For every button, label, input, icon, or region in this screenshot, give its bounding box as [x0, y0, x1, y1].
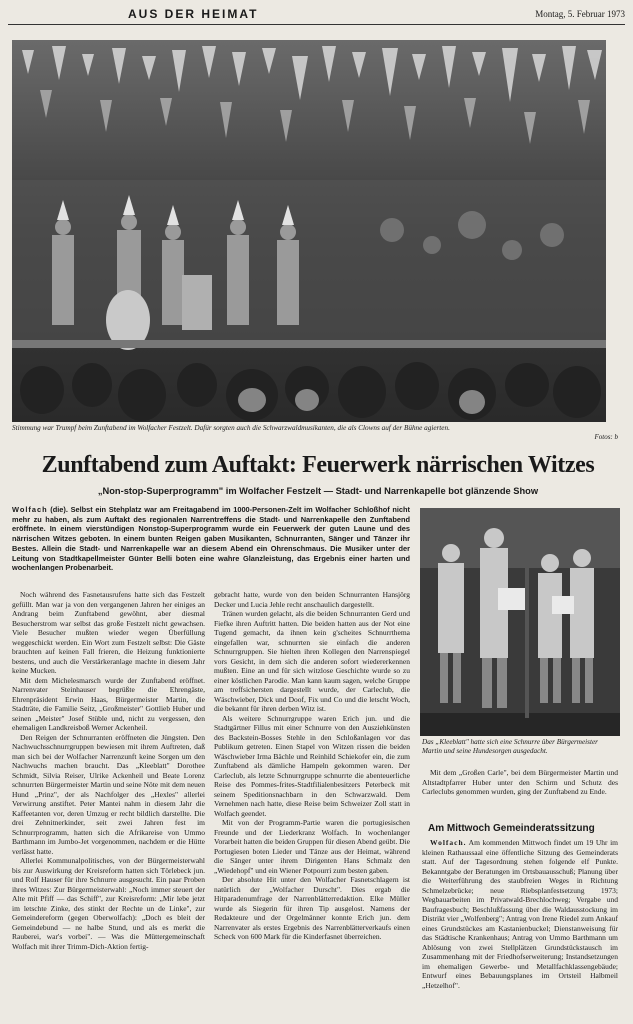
- section-title: AUS DER HEIMAT: [128, 7, 259, 21]
- paragraph: Als weitere Schnurrgruppe waren Erich jun. und die Stadtgärtner Fillus mit einer Schnurre von den Ausziehkünsten des Backstein-Bosses Stehle in den Schloßanlagen vor das Publikum getreten. Einen Stapel von Witzen rissen die beiden Wäschwieber Irma Bächle und Reinhild Schiekofer ein, die zum Zunftabend als dämliche Hampeln gekommen waren. Der Carleclub, als letzte Schnurrgruppe schnurrte die abenteuerliche Reise des Pommes-frites-Stadtfilialenbesitzers Peterbeck mit seinem Speditionsnachbarn in den Schwarzwald. Dem Vernehmen nach hatte, diese Reise beim Schweizer Zoll statt in Wolfach geendet.: [214, 713, 410, 818]
- article-lead: [12, 505, 410, 573]
- meeting-article: [422, 838, 618, 990]
- article-closing: [422, 768, 618, 797]
- paragraph: Tränen wurden gelacht, als die beiden Schnurranten Gerd und Fiefke ihren Auftritt hatten. Die beiden hatten aus der Not eine Tugend gemacht, da ihnen kein g'scheites Schnurrthema eingefallen war, schnurrten sie einfach die anderen Schnurrgruppen. Sie hielten ihren Kollegen den Narrenspiegel vors Gesicht, in dem sich die anderen sofort wiedererkennen mußten. Eine an und für sich witzlose Geschichte wurde so zu einer köstlichen Parodie. Man kann kaum sagen, welche Gruppe am treffsichersten dargestellt wurde, der Carleclub, die Wäschwieber, Dick und Doof, Fix und Co und die letscht Woch, die bekannt für ihren derben Witz ist.: [214, 609, 410, 713]
- paragraph: [422, 838, 618, 990]
- paragraph: Der absolute Hit unter den Wolfacher Fasnetschlagern ist natürlich der „Wolfacher Durscht". Dies ergab die Hitparadenumfrage der Narrenblätterredaktion. Elke Müller wurde als Siegerin für ihren Tip ausgelost. Namens der Redakteure und der Orgelmänner konnte Erich jun. dem Narrenvater als erstes Ergebnis des Narrenblätterverkaufs einen Scheck von 600 Mark für die Kinderfasnet überreichen.: [214, 875, 410, 941]
- dateline: Wolfach: [12, 505, 48, 514]
- dateline: Wolfach.: [430, 838, 467, 847]
- page-header: [8, 4, 625, 25]
- article-headline: Zunftabend zum Auftakt: Feuerwerk närrischen Witzes: [41, 452, 595, 478]
- article-column-1: [12, 590, 205, 951]
- kleeblatt-group-photo: [420, 508, 620, 736]
- paragraph: Mit dem „Großen Carle", bei dem Bürgermeister Martin und Altstadtpfarrer Huber unter den Schirm und Schutz des Carleclubs genommen wurden, ging der Zunftabend zu Ende.: [422, 768, 618, 796]
- paragraph: Noch während des Fasnetausrufens hatte sich das Festzelt gefüllt. Man war ja von den vergangenen Jahren her einiges an Andrang beim Zunftabend gewöhnt, aber diesmal Besucherstrom war selbst das große Festzelt nicht gewachsen. Viele Besucher mußten wieder wegen Überfüllung weggeschickt werden. Ein Wort zum Festzelt selbst: Die Gäste brauchten auf keinen Fall frieren, die Heizung funktionierte bestens, und auch die Verstärkeranlage machte in diesem Jahr keine Mucken.: [12, 590, 205, 675]
- issue-date: Montag, 5. Februar 1973: [535, 9, 625, 19]
- paragraph: gebracht hatte, wurde von den beiden Schnurranten Hansjörg Decker und Lucia Jehle recht anschaulich dargestellt.: [214, 590, 410, 609]
- meeting-headline: Am Mittwoch Gemeinderatssitzung: [428, 823, 595, 834]
- article-column-2: [214, 590, 410, 942]
- paragraph: Mit von der Programm-Partie waren die portugiesischen Freunde und der Liederkranz Wolfach. In wochenlanger Vorarbeit hatten die beiden Gruppen für diesen Abend geübt. Die Portugiesen boten Lieder und Tänze aus der Heimat, während die Sänger unter ihrem Dirigenten Hans Schmalz den „Wiedehopf" und ein Wiener Potpourri zum besten gaben.: [214, 818, 410, 875]
- meeting-text: Am kommenden Mittwoch findet um 19 Uhr im kleinen Rathaussaal eine öffentliche Sitzung des Gemeinderats statt. Auf der Tagesordnung stehen folgende elf Punkte. Bekanntgabe der Beratungen im Ortsbauausschuß; Planung über die Weiterführung des staubfreien Weges in Richtung Schmelzebrücke; neue Riebsplanfestsetzung 1973; Wegbauarbeiten im Privatwald-Brechlochweg; Vergabe und Baufragesbuch; Beschlußfassung über die Waldausstockung im Distrikt vier „Wolfenberg"; Antrag von Irene Riedel zum Ankauf eines Grundstückes am Kastanienbuckel; Dienstanweisung für das Städtische Krankenhaus; Antrag von Ummo Barthmann um Ablösung von zwei Stellplätzen Grundstückstausch im Zusammenhang mit der Friedhofserweiterung; Instandsetzungen im ehemaligen Gewerbe- und Metallfachklassengebäude; Entwurf eines Bebauungsplanes im Ortsteil Halbmeil „Hetzelhof".: [422, 838, 618, 990]
- paragraph: Mit dem Michelesmarsch wurde der Zunftabend eröffnet. Narrenvater Steinhauser begrüßte die Ehrengäste, Ehrenpräsident Erwin Haas, Bürgermeister Martin, die Stadträte, die Familie Seitz, „Großmeister" Gottlieb Huber und seinen „Meister" Josef Stüble und, nicht zu vergessen, den ehemaligen Landkreisboß Werner Ackenheil.: [12, 675, 205, 732]
- photo-caption: Stimmung war Trumpf beim Zunftabend im Wolfacher Festzelt. Dafür sorgten auch die Schwarzwaldmusikanten, die als Clowns auf der Bühne agierten.: [12, 424, 450, 432]
- festival-stage-photo: [12, 40, 606, 422]
- paragraph: Den Reigen der Schnurranten eröffneten die Jüngsten. Den Nachwuchsschnurrgruppen bewiesen mit ihrem Auftreten, daß man sich bei der Wolfacher Narrenzunft keine Sorgen um den Nachwuchs machen braucht. Das „Kleeblatt" Dorothee Schmidt, Silvia Reiser, Ulrike Ackenheil und Beate Lorenz schnurrten Bürgermeister Martin und seine Nöte mit dem neuen Hund „Prinz", der als Nachfolger des „Hexles" allerlei Verwirrung anstiftet. Peter Mantei nahm in diesem Jahr die Kaffeetanten vor, deren Umzug er recht bildlich darstellte. Die drei Zehnitnerkinder, seit zwei Jahren fest im Schnurrprogramm, hatten sich die Afrikareise von Ummo Barthmann im Jumbo-Jet vorgenommen, nachdem er die Hütte verlässt hatte.: [12, 732, 205, 856]
- lead-text: (die). Selbst ein Stehplatz war am Freitagabend im 1000-Personen-Zelt im Wolfacher Schloßhof nicht mehr zu haben, als zum Auftakt des regionalen Narrentreffens die Stadt- und Narrenkapelle den Zunftabend eröffnete. In einem vierstündigen Nonstop-Superprogramm wurde ein Feuerwerk der guten Laune und des närrischen Witzes geboten. In einem bunten Reigen gaben Musikanten, Schnurranten, Sänger und Tänzer ihr Bestes. Allein die Stadt- und Narrenkapelle war an diesem Abend ein Ohrenschmaus. Die Musiker unter der Leitung von Stadtkapellmeister Günter Belli boten eine wahre Glanzleistung, das Ergebnis einer harten und wochenlangen Probenarbeit.: [12, 505, 410, 573]
- article-subheadline: „Non-stop-Superprogramm" im Wolfacher Festzelt — Stadt- und Narrenkapelle bot glänzende Show: [97, 486, 539, 496]
- paragraph: Allerlei Kommunalpolitisches, von der Bürgermeisterwahl bis zur Auswirkung der Kreisreform hatten sich Törlebeck jun. und Rolf Hauser für ihre Schnurre ausgesucht. Ein paar Proben ihres Witzes: Zur Bürgermeisterwahl: „Noch immer steuert der Alte mit Pfiff — das Schiff", zur Kreisreform: „Mir lebe jetzt im letschte Zinke, des stinkt der Rechte un de Linke", zur Gemeindereform (gegen Oberwolfach): „Doch es bleit der Gemeindebund — ne halbe Stund, und als es merkt die Rauberei, war's vorbei". — Was die Müttergemeinschaft Wolfach mit ihrer Trimm-Dich-Aktion fertig-: [12, 856, 205, 951]
- photo-caption-2: Das „Kleeblatt" hatte sich eine Schnurre über Bürgermeister Martin und seine Hundesorgen ausgedacht.: [422, 738, 598, 755]
- photo-credit: Fotos: b: [594, 433, 618, 441]
